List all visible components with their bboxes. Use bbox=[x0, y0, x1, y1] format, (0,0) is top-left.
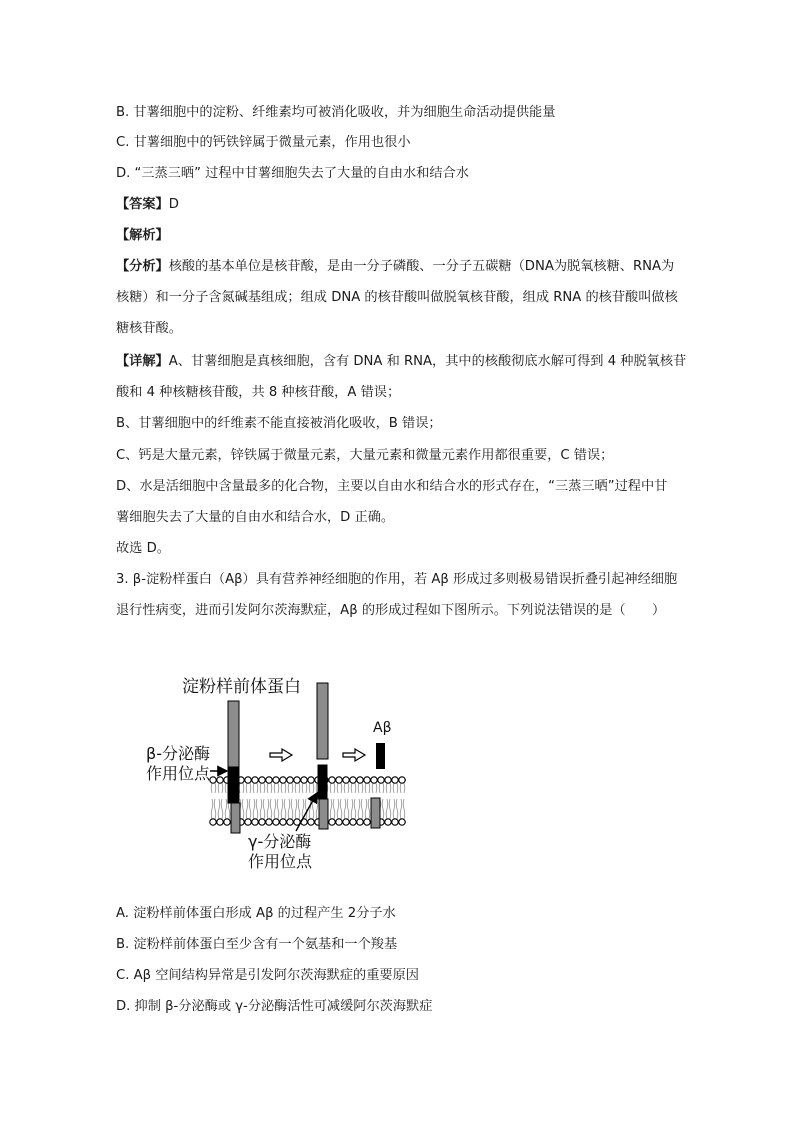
phospholipid-head bbox=[217, 777, 223, 783]
phospholipid-head bbox=[350, 777, 356, 783]
xiangjie-line-2: 酸和 4 种核糖核苷酸，共 8 种核苷酸，A 错误； bbox=[116, 385, 401, 400]
xiangjie-line-6: 薯细胞失去了大量的自由水和结合水，D 正确。 bbox=[116, 510, 395, 525]
q3-line-2: 退行性病变，进而引发阿尔茨海默症，Aβ 的形成过程如下图所示。下列说法错误的是（ ） bbox=[116, 603, 666, 618]
phospholipid-head bbox=[336, 777, 342, 783]
label-beta-site: 作用位点 bbox=[146, 764, 211, 783]
phospholipid-head bbox=[329, 819, 335, 825]
phospholipid-head bbox=[217, 819, 223, 825]
phospholipid-head bbox=[252, 777, 258, 783]
q3-line-1: 3. β-淀粉样蛋白（Aβ）具有营养神经细胞的作用，若 Aβ 形成过多则极易错误折叠引起神经细胞 bbox=[116, 572, 678, 587]
phospholipid-head bbox=[245, 819, 251, 825]
phospholipid-head bbox=[273, 777, 279, 783]
step-arrow-2 bbox=[343, 749, 365, 761]
label-precursor-protein: 淀粉样前体蛋白 bbox=[182, 677, 301, 697]
phospholipid-head bbox=[378, 777, 384, 783]
answer-value: D bbox=[168, 197, 179, 212]
phospholipid-head bbox=[280, 819, 286, 825]
phospholipid-head bbox=[266, 777, 272, 783]
abeta-fragment bbox=[376, 743, 385, 769]
abeta-formation-figure bbox=[140, 665, 420, 875]
phospholipid-head bbox=[371, 777, 377, 783]
phospholipid-head bbox=[308, 777, 314, 783]
phospholipid-head bbox=[357, 819, 363, 825]
phospholipid-head bbox=[385, 777, 391, 783]
q3-option-b: B. 淀粉样前体蛋白至少含有一个氨基和一个羧基 bbox=[116, 937, 398, 952]
phospholipid-head bbox=[399, 777, 405, 783]
phospholipid-head bbox=[308, 819, 314, 825]
xiangjie-label: 【详解】 bbox=[116, 354, 169, 369]
phospholipid-head bbox=[385, 819, 391, 825]
xiangjie-line-1 bbox=[116, 352, 686, 372]
label-abeta: Aβ bbox=[373, 720, 392, 736]
phospholipid-head bbox=[392, 819, 398, 825]
option-d: D. “三蒸三晒” 过程中甘薯细胞失去了大量的自由水和结合水 bbox=[116, 166, 469, 181]
q3-option-a: A. 淀粉样前体蛋白形成 Aβ 的过程产生 2分子水 bbox=[116, 906, 396, 921]
fenxi-text-1: 核酸的基本单位是核苷酸，是由一分子磷酸、一分子五碳糖（DNA为脱氧核糖、RNA为 bbox=[168, 259, 675, 274]
phospholipid-head bbox=[343, 777, 349, 783]
phospholipid-head bbox=[350, 819, 356, 825]
option-c: C. 甘薯细胞中的钙铁锌属于微量元素，作用也很小 bbox=[116, 135, 411, 150]
q3-option-c: C. Aβ 空间结构异常是引发阿尔茨海默症的重要原因 bbox=[116, 968, 419, 983]
phospholipid-head bbox=[245, 777, 251, 783]
fenxi-line-3: 糖核苷酸。 bbox=[116, 321, 182, 336]
phospholipid-head bbox=[252, 819, 258, 825]
fenxi-line-1 bbox=[116, 257, 674, 277]
phospholipid-head bbox=[210, 777, 216, 783]
label-gamma-secretase: γ-分泌酶 bbox=[248, 832, 312, 851]
fenxi-label: 【分析】 bbox=[116, 259, 169, 274]
xiangjie-line-7: 故选 D。 bbox=[116, 541, 170, 556]
xiangjie-line-5: D、水是活细胞中含量最多的化合物，主要以自由水和结合水的形式存在，“三蒸三晒”过程中甘 bbox=[116, 479, 668, 494]
answer-label: 【答案】 bbox=[116, 197, 169, 212]
answer-line bbox=[116, 195, 179, 215]
step-arrow-1 bbox=[270, 749, 292, 761]
option-b: B. 甘薯细胞中的淀粉、纤维素均可被消化吸收，并为细胞生命活动提供能量 bbox=[116, 105, 556, 120]
phospholipid-head bbox=[301, 777, 307, 783]
phospholipid-head bbox=[266, 819, 272, 825]
xiangjie-line-3: B、甘薯细胞中的纤维素不能直接被消化吸收，B 错误； bbox=[116, 416, 442, 431]
phospholipid-head bbox=[224, 819, 230, 825]
phospholipid-head bbox=[364, 777, 370, 783]
phospholipid-head bbox=[280, 777, 286, 783]
phospholipid-head bbox=[210, 819, 216, 825]
precursor-protein-2 bbox=[317, 683, 328, 829]
phospholipid-head bbox=[287, 777, 293, 783]
phospholipid-head bbox=[392, 777, 398, 783]
phospholipid-head bbox=[343, 819, 349, 825]
fenxi-line-2: 核糖）和一分子含氮碱基组成；组成 DNA 的核苷酸叫做脱氧核苷酸，组成 RNA 的核苷酸叫做核 bbox=[116, 290, 678, 305]
phospholipid-head bbox=[364, 819, 370, 825]
phospholipid-head bbox=[273, 819, 279, 825]
phospholipid-head bbox=[287, 819, 293, 825]
phospholipid-head bbox=[357, 777, 363, 783]
label-gamma-site: 作用位点 bbox=[248, 852, 313, 871]
xiangjie-text-1: A、甘薯细胞是真核细胞，含有 DNA 和 RNA，其中的核酸彻底水解可得到 4 种脱氧核苷 bbox=[168, 354, 687, 369]
phospholipid-head bbox=[329, 777, 335, 783]
q3-option-d: D. 抑制 β-分泌酶或 γ-分泌酶活性可减缓阿尔茨海默症 bbox=[116, 999, 433, 1014]
remaining-fragment bbox=[371, 798, 380, 828]
phospholipid-head bbox=[259, 777, 265, 783]
xiangjie-line-4: C、钙是大量元素，锌铁属于微量元素，大量元素和微量元素作用都很重要，C 错误； bbox=[116, 448, 614, 463]
phospholipid-head bbox=[336, 819, 342, 825]
label-beta-secretase: β-分泌酶 bbox=[146, 744, 210, 763]
phospholipid-head bbox=[259, 819, 265, 825]
phospholipid-head bbox=[294, 777, 300, 783]
analysis-label: 【解析】 bbox=[116, 228, 169, 243]
phospholipid-head bbox=[399, 819, 405, 825]
